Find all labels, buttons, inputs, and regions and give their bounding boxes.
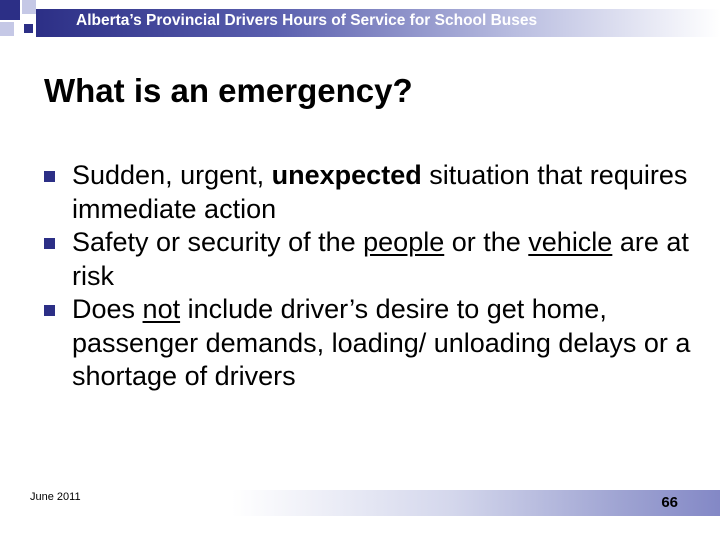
square-bullet-icon (44, 305, 55, 316)
bullet-text-segment: or the (444, 227, 529, 257)
decor-square (0, 22, 14, 36)
square-bullet-icon (44, 171, 55, 182)
bullet-text-segment: Sudden, urgent, (72, 160, 272, 190)
bullet-text-segment: Does (72, 294, 143, 324)
underlined-word: vehicle (528, 227, 613, 257)
bullet-item (44, 293, 704, 394)
decor-square (0, 0, 20, 20)
slide-title: What is an emergency? (44, 72, 413, 109)
bullet-text-segment: situation that requires immediate action (72, 160, 688, 224)
footer-date: June 2011 (30, 491, 81, 503)
bullet-list (44, 159, 704, 394)
bullet-text (72, 160, 687, 224)
emphasized-word: unexpected (271, 160, 422, 190)
bullet-item (44, 159, 704, 226)
header-title: Alberta’s Provincial Drivers Hours of Service for School Buses (76, 12, 538, 29)
bullet-text-segment: Safety or security of the (72, 227, 364, 257)
page-number: 66 (661, 494, 678, 511)
underlined-word: people (363, 227, 445, 257)
bullet-text (72, 227, 689, 291)
underlined-word: not (142, 294, 181, 324)
bullet-item (44, 226, 704, 293)
decor-square (22, 0, 36, 14)
footer-band (232, 490, 720, 516)
decor-square (24, 24, 33, 33)
bullet-text (72, 294, 690, 391)
square-bullet-icon (44, 238, 55, 249)
bullet-text-segment: include driver’s desire to get home, passenger demands, loading/ unloading delays or a shortage of drivers (72, 294, 691, 391)
bullet-text-segment: are at risk (72, 227, 689, 291)
